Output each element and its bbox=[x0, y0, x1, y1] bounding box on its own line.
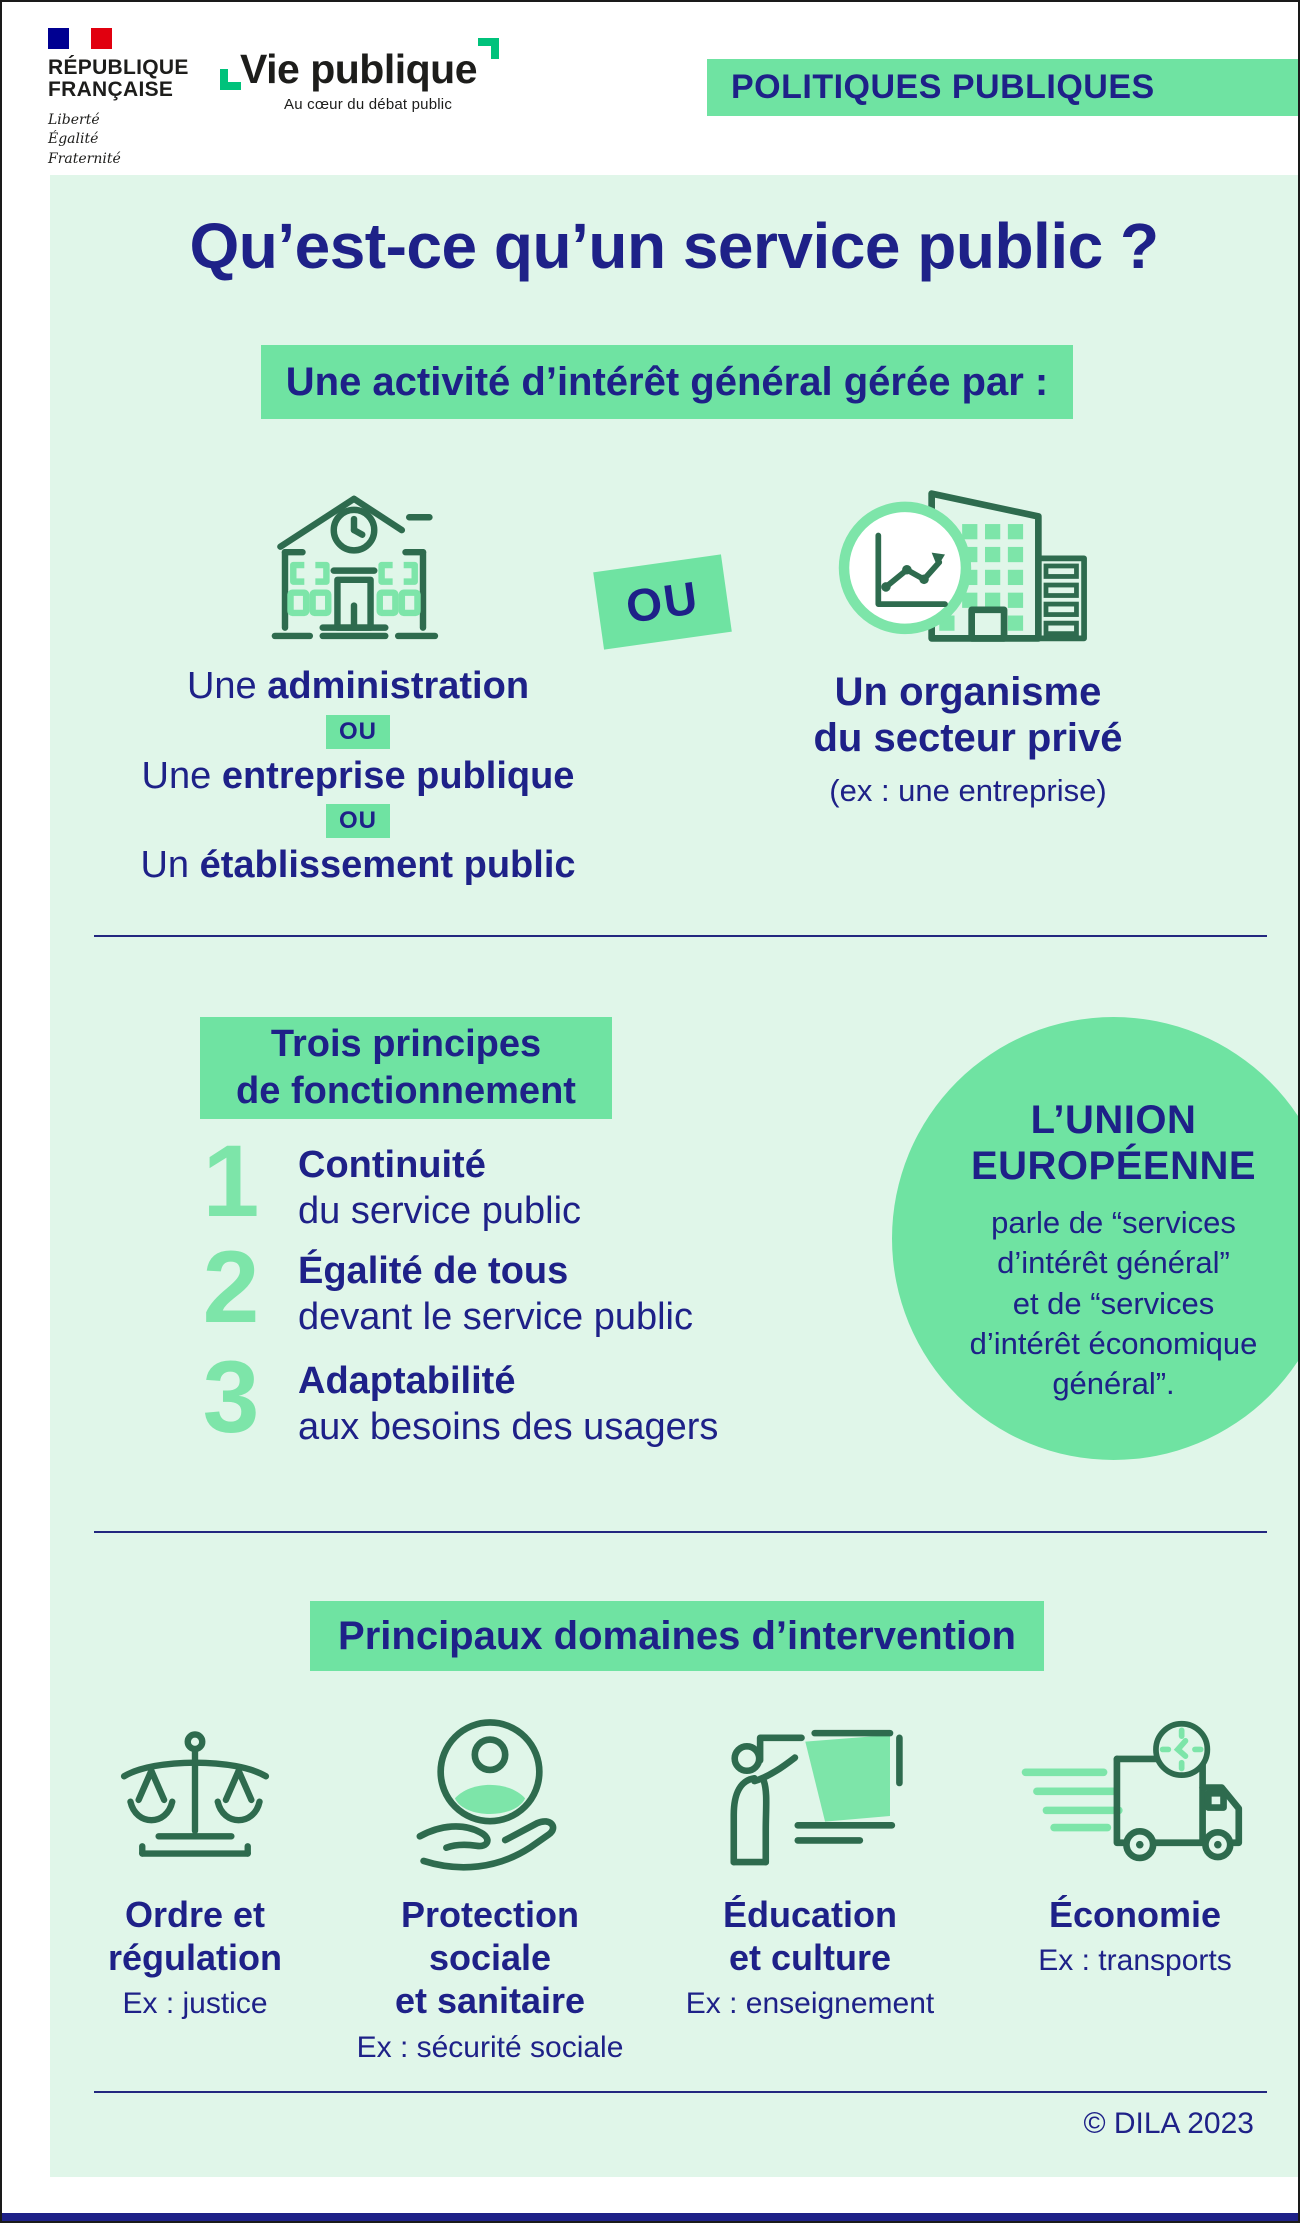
divider bbox=[94, 1531, 1267, 1533]
category-badge-label: POLITIQUES PUBLIQUES bbox=[731, 68, 1155, 106]
vie-publique-logo bbox=[240, 46, 477, 113]
education-icon bbox=[711, 1703, 909, 1879]
care-hand-icon bbox=[395, 1703, 585, 1879]
domain-column-protection-sociale bbox=[340, 1703, 640, 2065]
scales-icon bbox=[104, 1703, 286, 1879]
section-banner-domains bbox=[310, 1601, 1044, 1671]
republique-name bbox=[48, 57, 189, 102]
page-title: Qu’est-ce qu’un service public ? bbox=[189, 210, 1159, 282]
private-operator-example: (ex : une entreprise) bbox=[829, 773, 1107, 808]
domain-label bbox=[723, 1893, 897, 1979]
header bbox=[2, 2, 1298, 175]
domain-label bbox=[395, 1893, 585, 2023]
principle-detail: du service public bbox=[298, 1189, 582, 1232]
banner-label-line: Trois principes bbox=[270, 1022, 542, 1065]
domain-label bbox=[108, 1893, 282, 1979]
list-item bbox=[140, 844, 575, 888]
principle-number: 1 bbox=[202, 1124, 260, 1238]
domain-label-line: et culture bbox=[728, 1937, 892, 1979]
administration-building-icon bbox=[262, 487, 446, 645]
divider bbox=[94, 2091, 1267, 2093]
domain-label-line: Économie bbox=[1048, 1894, 1222, 1935]
principle-text bbox=[298, 1247, 693, 1340]
list-item bbox=[142, 755, 575, 799]
principle-text bbox=[298, 1357, 718, 1450]
french-flag-icon bbox=[48, 28, 112, 49]
public-operators-list bbox=[108, 665, 608, 888]
item-prefix: Une bbox=[141, 754, 222, 797]
truck-icon bbox=[1016, 1703, 1254, 1879]
eu-note-title bbox=[892, 1097, 1298, 1189]
principle-emphasis: Adaptabilité bbox=[298, 1360, 516, 1402]
principle-emphasis: Continuité bbox=[298, 1144, 486, 1186]
eu-title-line: EUROPÉENNE bbox=[970, 1144, 1257, 1188]
eu-note-circle bbox=[892, 1017, 1298, 1460]
label-line: du secteur privé bbox=[813, 716, 1123, 760]
list-item bbox=[187, 665, 529, 709]
principle-text bbox=[298, 1141, 581, 1234]
eu-title-line: L’UNION bbox=[1030, 1098, 1197, 1142]
vie-publique-wordmark: Vie publique bbox=[240, 46, 477, 92]
copyright: © DILA 2023 bbox=[1083, 2107, 1254, 2140]
eu-body-line: parle de “services bbox=[991, 1205, 1236, 1240]
principle-number: 2 bbox=[202, 1230, 260, 1344]
republique-name-line2: FRANÇAISE bbox=[48, 78, 174, 102]
principle-detail: aux besoins des usagers bbox=[298, 1405, 719, 1448]
category-badge bbox=[707, 59, 1298, 116]
eu-body-line: d’intérêt économique bbox=[969, 1325, 1258, 1361]
banner-label: Une activité d’intérêt général gérée par : bbox=[285, 359, 1049, 404]
eu-body-line: général”. bbox=[1052, 1366, 1175, 1402]
vie-publique-title bbox=[240, 46, 477, 93]
corner-bracket-bottom-left-icon bbox=[220, 69, 241, 90]
vie-publique-tagline: Au cœur du débat public bbox=[284, 96, 453, 113]
label-line: Un organisme bbox=[834, 670, 1102, 714]
or-badge-large bbox=[593, 554, 732, 649]
domain-label-line: et sanitaire bbox=[394, 1980, 586, 2022]
banner-label-line: de fonctionnement bbox=[236, 1070, 576, 1112]
domain-label bbox=[1049, 1893, 1221, 1936]
principle-detail: devant le service public bbox=[298, 1295, 693, 1338]
principle-item bbox=[188, 1230, 693, 1344]
eu-body-line: et de “services bbox=[1012, 1285, 1215, 1321]
item-prefix: Un bbox=[140, 844, 200, 887]
domain-column-education-culture bbox=[658, 1703, 962, 2021]
domain-label-line: Éducation bbox=[722, 1894, 897, 1935]
corner-bracket-top-right-icon bbox=[478, 38, 499, 59]
principle-item bbox=[188, 1124, 582, 1238]
domain-column-order-regulation bbox=[50, 1703, 340, 2021]
domain-example: Ex : transports bbox=[1038, 1944, 1232, 1978]
or-badge-small: OU bbox=[326, 715, 390, 749]
domain-column-economie bbox=[975, 1703, 1295, 1978]
republique-motto bbox=[48, 111, 189, 170]
republique-francaise-logo bbox=[48, 28, 189, 169]
domain-example: Ex : justice bbox=[122, 1987, 268, 2021]
domain-label-line: Protection bbox=[400, 1894, 579, 1935]
divider bbox=[94, 935, 1267, 937]
private-operator-block bbox=[766, 669, 1170, 809]
banner-label: Principaux domaines d’intervention bbox=[338, 1613, 1016, 1658]
item-emphasis: administration bbox=[267, 665, 530, 707]
domain-label-line: Ordre et bbox=[124, 1894, 266, 1935]
content-area bbox=[50, 175, 1298, 2177]
eu-body-line: d’intérêt général” bbox=[997, 1245, 1230, 1281]
section-banner-principles bbox=[200, 1017, 612, 1119]
item-emphasis: établissement public bbox=[199, 844, 576, 887]
eu-note-body bbox=[892, 1203, 1298, 1404]
domain-label-line: sociale bbox=[428, 1937, 552, 1979]
item-prefix: Une bbox=[186, 665, 268, 707]
item-emphasis: entreprise publique bbox=[221, 754, 575, 797]
domain-example: Ex : enseignement bbox=[685, 1987, 935, 2021]
domain-label-line: régulation bbox=[107, 1937, 282, 1979]
motto-line: Fraternité bbox=[48, 150, 121, 167]
domain-example: Ex : sécurité sociale bbox=[356, 2030, 624, 2064]
or-badge-label: OU bbox=[622, 571, 703, 633]
principle-emphasis: Égalité de tous bbox=[298, 1250, 569, 1292]
or-badge-small: OU bbox=[326, 804, 390, 838]
bottom-bar bbox=[2, 2213, 1298, 2221]
private-building-icon bbox=[834, 465, 1096, 646]
motto-line: Égalité bbox=[48, 131, 99, 148]
republique-name-line1: RÉPUBLIQUE bbox=[48, 56, 189, 79]
principle-item bbox=[188, 1340, 719, 1454]
motto-line: Liberté bbox=[48, 111, 100, 128]
section-banner-managed-by bbox=[261, 345, 1073, 419]
principle-number: 3 bbox=[202, 1340, 260, 1454]
private-operator-label bbox=[766, 669, 1170, 761]
